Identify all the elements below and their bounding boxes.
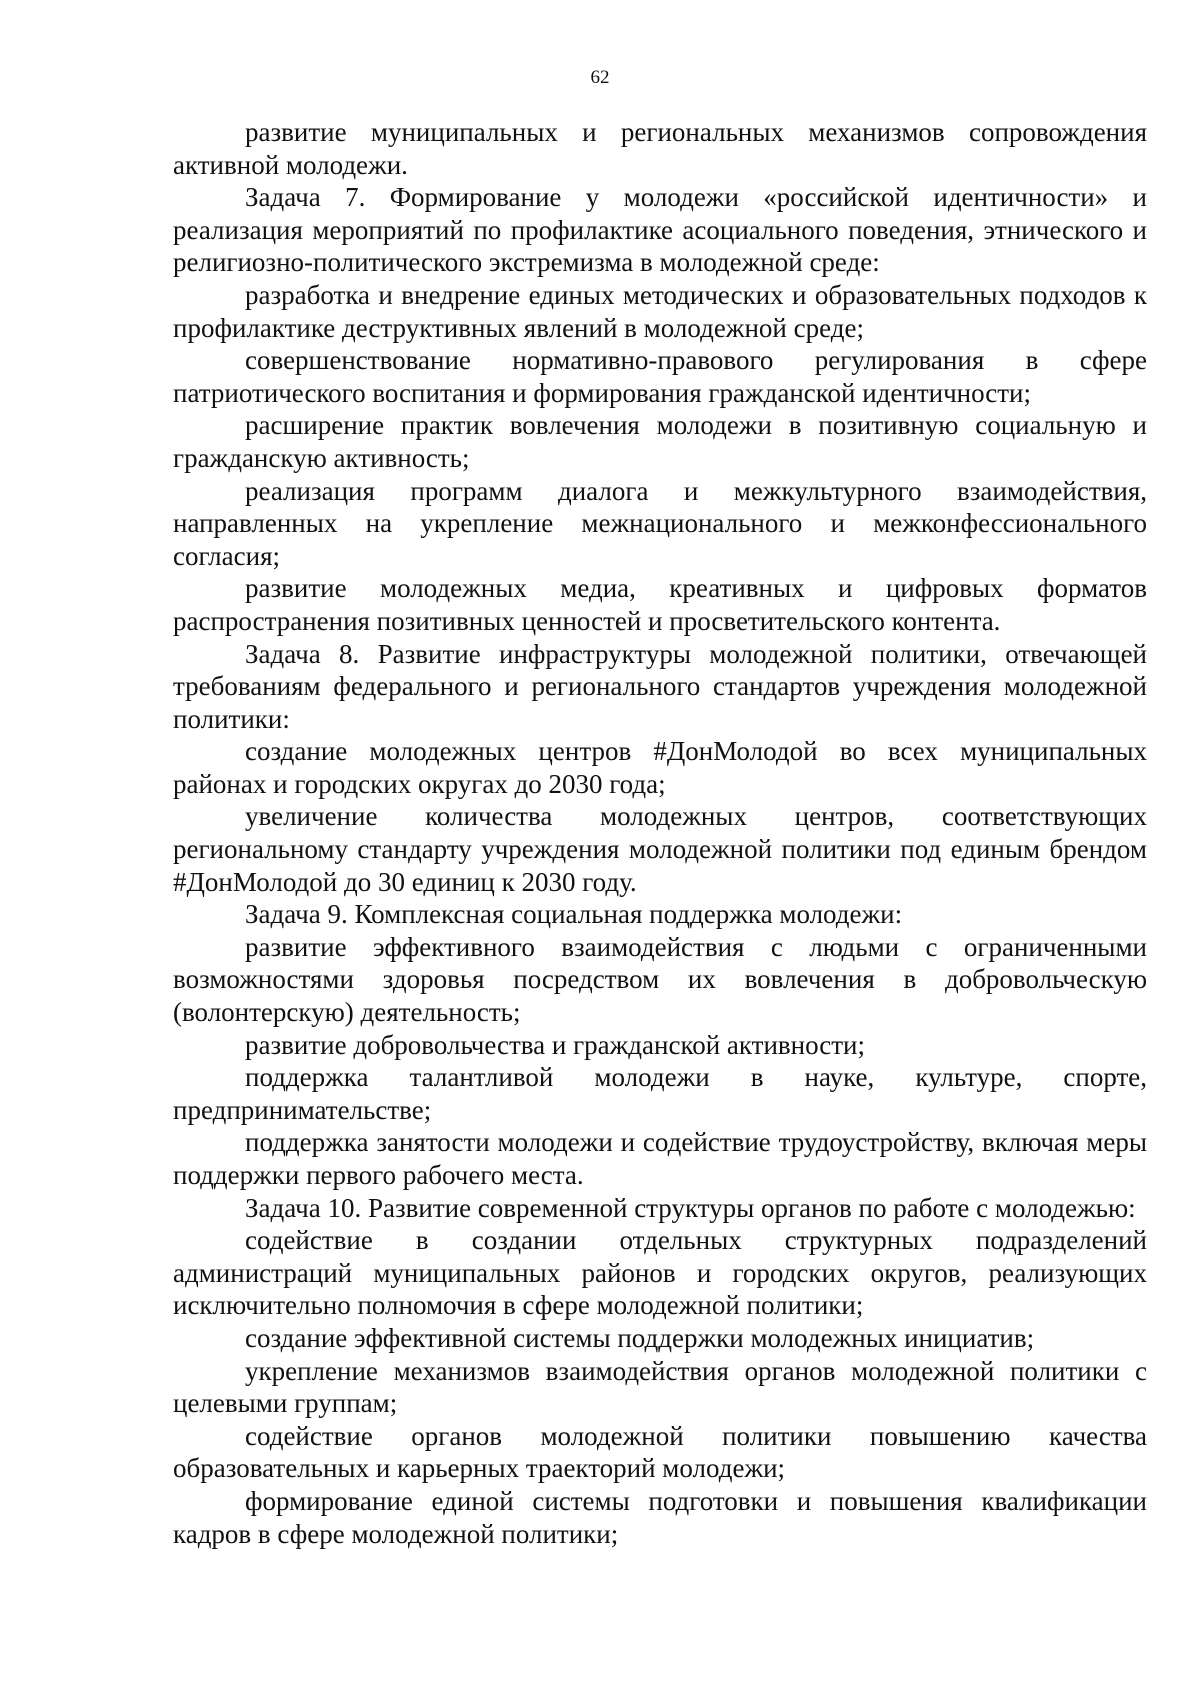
document-body bbox=[173, 116, 1147, 1550]
task-8-heading: Задача 8. Развитие инфраструктуры молодежной политики, отвечающей требованиям федерального и регионального стандартов учреждения молодежной политики: bbox=[173, 638, 1147, 734]
paragraph: реализация программ диалога и межкультурного взаимодействия, направленных на укрепление межнационального и межконфессионального согласия; bbox=[173, 475, 1147, 571]
paragraph: разработка и внедрение единых методических и образовательных подходов к профилактике деструктивных явлений в молодежной среде; bbox=[173, 279, 1147, 343]
paragraph: создание эффективной системы поддержки молодежных инициатив; bbox=[245, 1322, 1035, 1353]
paragraph: создание молодежных центров #ДонМолодой во всех муниципальных районах и городских округах до 2030 года; bbox=[173, 736, 1147, 799]
paragraph: укрепление механизмов взаимодействия органов молодежной политики с целевыми группам; bbox=[173, 1355, 1147, 1419]
paragraph: формирование единой системы подготовки и повышения квалификации кадров в сфере молодежной политики; bbox=[173, 1485, 1147, 1549]
paragraph: содействие в создании отдельных структурных подразделений администраций муниципальных районов и городских округов, реализующих исключительно полномочия в сфере молодежной политики; bbox=[173, 1225, 1147, 1321]
paragraph: поддержка талантливой молодежи в науке, культуре, спорте, предпринимательстве; bbox=[173, 1062, 1147, 1125]
page-number: 62 bbox=[590, 67, 610, 88]
paragraph: содействие органов молодежной политики повышению качества образовательных и карьерных траекторий молодежи; bbox=[173, 1420, 1147, 1484]
task-7-heading: Задача 7. Формирование у молодежи «российской идентичности» и реализация мероприятий по профилактике асоциального поведения, этнического и религиозно-политического экстремизма в молодежной среде: bbox=[173, 182, 1147, 278]
paragraph: развитие муниципальных и региональных механизмов сопровождения активной молодежи. bbox=[173, 117, 1147, 180]
task-10-heading: Задача 10. Развитие современной структуры органов по работе с молодежью: bbox=[245, 1192, 1136, 1223]
paragraph: увеличение количества молодежных центров, соответствующих региональному стандарту учреждения молодежной политики под единым брендом #ДонМолодой до 30 единиц к 2030 году. bbox=[173, 801, 1147, 897]
paragraph: развитие эффективного взаимодействия с людьми с ограниченными возможностями здоровья посредством их вовлечения в добровольческую (волонтерскую) деятельность; bbox=[173, 931, 1147, 1028]
paragraph: расширение практик вовлечения молодежи в позитивную социальную и гражданскую активность; bbox=[173, 410, 1147, 473]
task-9-heading: Задача 9. Комплексная социальная поддержка молодежи: bbox=[245, 899, 903, 930]
paragraph: поддержка занятости молодежи и содействие трудоустройству, включая меры поддержки первого рабочего места. bbox=[173, 1127, 1147, 1190]
paragraph: совершенствование нормативно-правового регулирования в сфере патриотического воспитания и формирования гражданской идентичности; bbox=[173, 345, 1147, 408]
paragraph: развитие добровольчества и гражданской активности; bbox=[245, 1029, 865, 1060]
paragraph: развитие молодежных медиа, креативных и цифровых форматов распространения позитивных ценностей и просветительского контента. bbox=[173, 573, 1147, 636]
